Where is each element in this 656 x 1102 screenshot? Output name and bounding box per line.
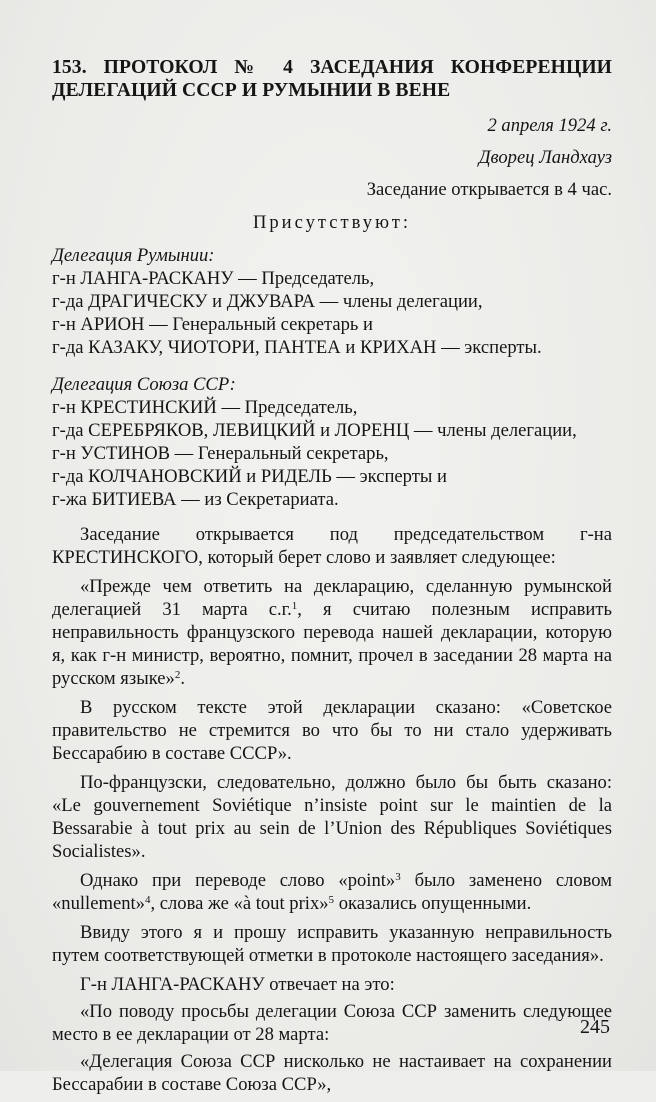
paragraph-text: оказались опущенными. [334,893,532,914]
romania-delegation [52,244,612,359]
footnote-ref: 5 [328,894,335,906]
paragraph-text: было заменено словом «nullement» [52,870,613,914]
paragraph [52,575,612,690]
paragraph-text: , слова же «à tout prix» [150,893,329,914]
footnote-ref: 1 [291,600,298,612]
document-date: 2 апреля 1924 г. [487,115,612,136]
romania-heading: Делегация Румынии: [52,245,215,266]
romania-member: г-да ДРАГИЧЕСКУ и ДЖУВАРА — члены делегации, [52,291,483,312]
ussr-member: г-н КРЕСТИНСКИЙ — Председатель, [52,397,358,418]
paragraph: «Делегация Союза ССР нисколько не настаивает на сохранении Бессарабии в составе Союза ССР», [52,1051,612,1095]
present-heading: Присутствуют: [252,212,412,233]
footnote-ref: 3 [395,871,401,883]
paragraph: В русском тексте этой декларации сказано: «Советское правительство не стремится во что бы то ни стало удерживать Бессарабию в составе СССР». [52,697,612,764]
paragraph-text: . [180,668,185,689]
paragraph: Ввиду этого я и прошу исправить указанную неправильность путем соответствующей отметки в протоколе настоящего заседания». [52,922,612,966]
romania-member: г-н ЛАНГА-РАСКАНУ — Председатель, [52,268,375,289]
footnote-ref: 2 [174,669,181,681]
ussr-delegation [52,373,612,511]
ussr-heading: Делегация Союза ССР: [52,374,236,395]
opening-line: Заседание открывается в 4 час. [366,179,612,200]
paragraph [52,869,612,915]
ussr-member: г-жа БИТИЕВА — из Секретариата. [52,489,339,510]
ussr-member: г-н УСТИНОВ — Генеральный секретарь, [52,443,389,464]
paragraph: Заседание открывается под председательством г-на КРЕСТИНСКОГО, который берет слово и заявляет следующее: [52,524,612,568]
paragraph: Г-н ЛАНГА-РАСКАНУ отвечает на это: [80,974,395,995]
document-title: 153. ПРОТОКОЛ № 4 ЗАСЕДАНИЯ КОНФЕРЕНЦИИ ДЕЛЕГАЦИЙ СССР И РУМЫНИИ В ВЕНЕ [52,57,612,101]
ussr-member: г-да СЕРЕБРЯКОВ, ЛЕВИЦКИЙ и ЛОРЕНЦ — члены делегации, [52,420,577,441]
document-body [52,56,612,1102]
ussr-member: г-да КОЛЧАНОВСКИЙ и РИДЕЛЬ — эксперты и [52,466,447,487]
paragraph-text: Однако при переводе слово «point» [80,870,396,891]
paragraph: «По поводу просьбы делегации Союза ССР заменить следующее место в ее декларации от 28 марта: [52,1001,612,1045]
footnote-ref: 4 [144,894,151,906]
romania-member: г-да КАЗАКУ, ЧИОТОРИ, ПАНТЕА и КРИХАН — эксперты. [52,337,542,358]
document-place: Дворец Ландхауз [478,147,612,168]
paragraph-text: , я считаю полезным исправить неправильность французского перевода нашей декларации, которую я, как г-н министр, вероятно, помнит, прочел в заседании 28 марта на русском языке» [52,599,612,689]
paragraph: По-французски, следовательно, должно было бы быть сказано: «Le gouvernement Soviétique n’insiste point sur le maintien de la Bessarabie à tout prix au sein de l’Union des Républiques Soviétiques Socialistes». [52,772,612,862]
romania-member: г-н АРИОН — Генеральный секретарь и [52,314,373,335]
page-number: 245 [580,1016,610,1038]
paragraph-text: «Прежде чем ответить на декларацию, сделанную румынской делегацией 31 марта с.г. [52,576,612,620]
